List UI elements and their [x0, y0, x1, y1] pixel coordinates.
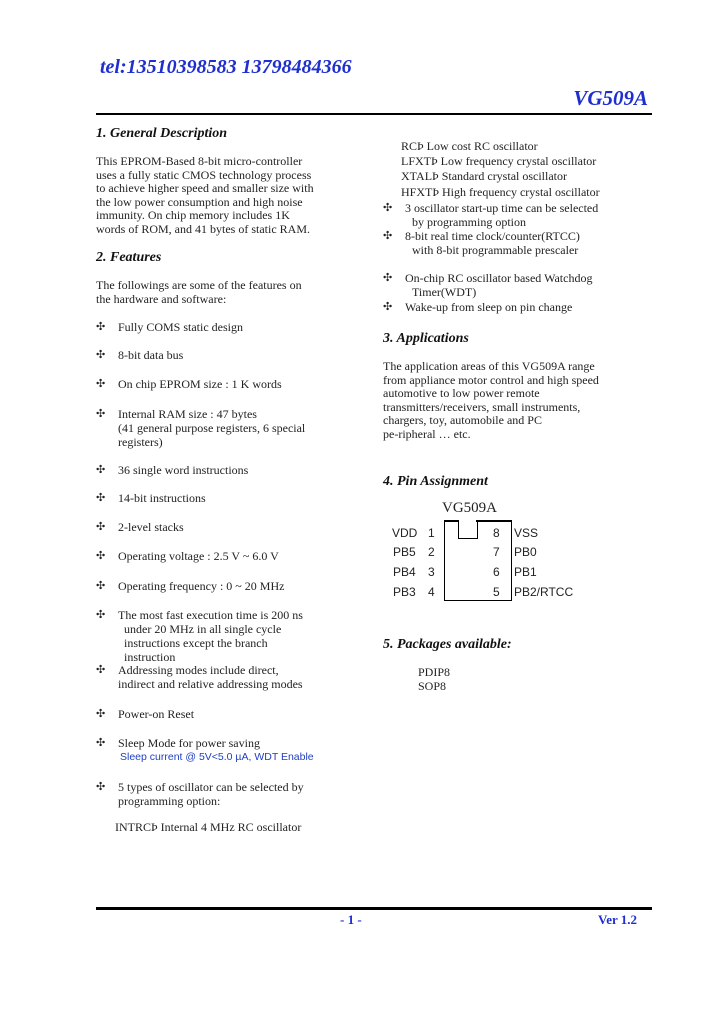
oscillator-list: RCÞ Low cost RC oscillator LFXTÞ Low frequency crystal oscillator XTALÞ Standard crystal oscillator HFXTÞ High frequency crystal oscillator: [401, 139, 600, 199]
features-heading: 2. Features: [96, 250, 162, 265]
header-model: VG509A: [573, 86, 648, 110]
pin-number: 4: [428, 585, 435, 599]
pin-number: 2: [428, 545, 435, 559]
bullet-icon: ✣: [96, 580, 106, 592]
pin-name-right: PB2/RTCC: [514, 585, 574, 599]
features-intro: The followings are some of the features on the hardware and software:: [96, 278, 302, 306]
pin-name-right: PB1: [514, 565, 537, 579]
bullet-icon: ✣: [96, 521, 106, 533]
bullet-icon: ✣: [96, 349, 106, 361]
pin-name-right: VSS: [514, 526, 539, 540]
pin-name-left: VDD: [392, 526, 418, 540]
pin-name-left: PB5: [393, 545, 416, 559]
footer-rule: [96, 907, 652, 910]
bullet-icon: ✣: [383, 202, 393, 214]
pin-number: 3: [428, 565, 435, 579]
pin-name-right: PB0: [514, 545, 537, 559]
pin-name-left: PB4: [393, 565, 416, 579]
bullet-icon: ✣: [96, 550, 106, 562]
bullet-icon: ✣: [383, 230, 393, 242]
packages-heading: 5. Packages available:: [383, 637, 512, 652]
bullet-icon: ✣: [96, 378, 106, 390]
pin-assignment-heading: 4. Pin Assignment: [383, 474, 488, 489]
bullet-icon: ✣: [96, 708, 106, 720]
package-item: PDIP8: [418, 665, 451, 679]
header-tel: tel:13510398583 13798484366: [100, 56, 352, 78]
page-number: - 1 -: [340, 912, 362, 927]
bullet-icon: ✣: [96, 664, 106, 676]
general-description-text: This EPROM-Based 8-bit micro-controller uses a fully static CMOS technology process to achieve higher speed and smaller size with the low power consumption and high noise immunity. On chip memory includes 1K words of ROM, and 41 bytes of static RAM.: [96, 154, 314, 236]
package-item: SOP8: [418, 678, 447, 693]
sleep-current-note: Sleep current @ 5V<5.0 µA, WDT Enable: [120, 751, 314, 763]
general-description-heading: 1. General Description: [96, 126, 228, 141]
osc-intrc: INTRCÞ Internal 4 MHz RC oscillator: [115, 820, 302, 834]
bullet-icon: ✣: [96, 492, 106, 504]
pin-name-left: PB3: [393, 585, 416, 599]
chip-notch: [458, 520, 478, 539]
bullet-icon: ✣: [383, 301, 393, 313]
bullet-icon: ✣: [96, 321, 106, 333]
chip-body: [444, 520, 512, 601]
pin-number: 7: [493, 545, 500, 559]
packages-list: [418, 666, 450, 693]
bullet-icon: ✣: [96, 781, 106, 793]
pin-number: 1: [428, 526, 435, 540]
bullet-icon: ✣: [96, 609, 106, 621]
pin-number: 6: [493, 565, 500, 579]
bullet-icon: ✣: [96, 737, 106, 749]
chip-label: VG509A: [442, 500, 497, 516]
version-label: Ver 1.2: [598, 912, 637, 927]
header-rule: [96, 113, 652, 115]
pin-number: 5: [493, 585, 500, 599]
pin-number: 8: [493, 526, 500, 540]
applications-text: The application areas of this VG509A range from appliance motor control and high speed automotive to low power remote transmitters/receivers, small instruments, chargers, toy, automobile and PC pe-ripheral … etc.: [383, 359, 599, 441]
bullet-icon: ✣: [383, 272, 393, 284]
applications-heading: 3. Applications: [383, 331, 469, 346]
bullet-icon: ✣: [96, 408, 106, 420]
bullet-icon: ✣: [96, 464, 106, 476]
